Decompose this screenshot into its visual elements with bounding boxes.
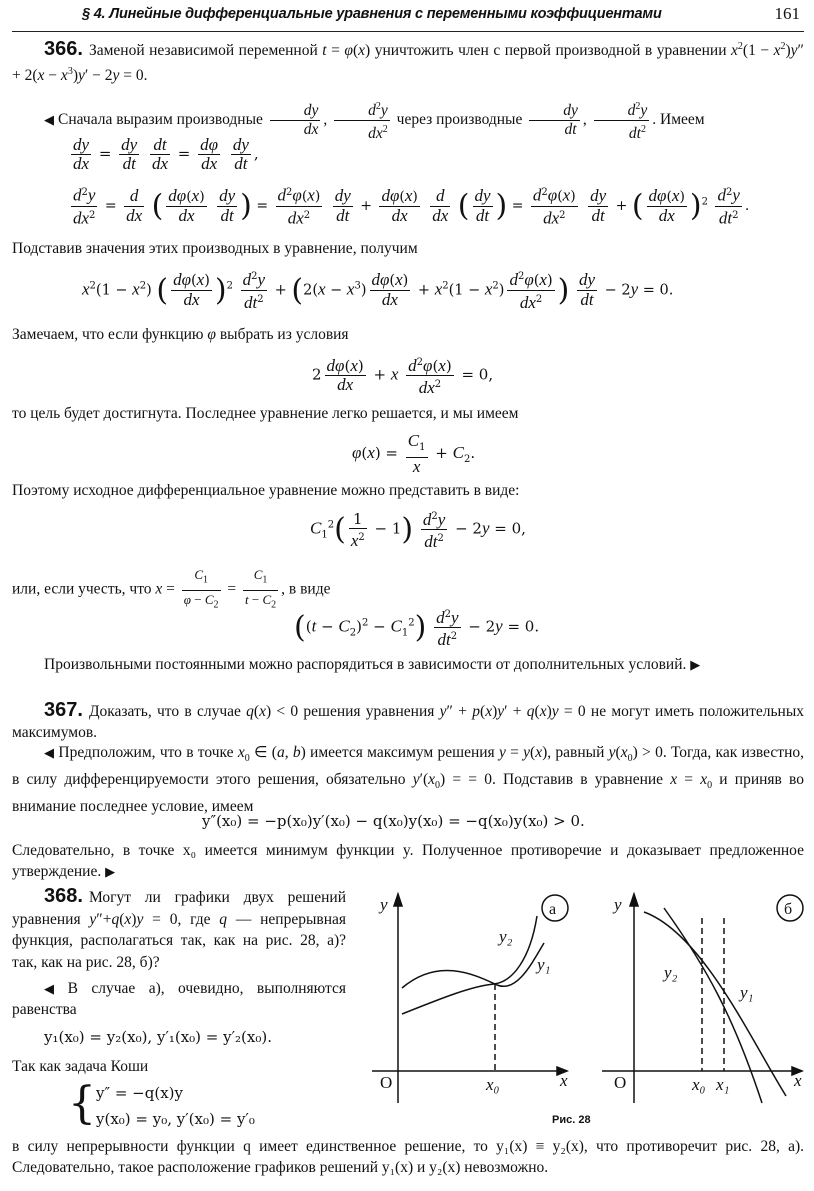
panel-b (602, 894, 803, 1103)
panel-b-x0: x₀ (692, 1075, 706, 1094)
panel-b-origin: O (614, 1073, 627, 1092)
solution-end-mark: ▶ (105, 864, 116, 879)
running-header (12, 4, 804, 28)
panel-a-origin: O (380, 1073, 393, 1092)
equation-transformed: $C_1^2$( $\frac{1}{x^2}$ − 1) $\frac{d^2y}{dt^2}$ − 2y = 0, (310, 509, 526, 551)
panel-b-y2: y₂ (664, 963, 678, 982)
solution-start-mark: ◀ (44, 745, 55, 760)
y-arrow (394, 894, 402, 906)
panel-a-y2: y₂ (499, 927, 513, 946)
sol-366-intro: ◀ Сначала выразим производные $\frac{dy}{dx}$ , $\frac{d^2y}{dx^2}$ через производные $\frac{dy}{dt}$ , $\frac{d^2y}{dt^2}$ . Имеем (44, 101, 705, 143)
problem-number: 366. (44, 38, 83, 61)
conclusion-367: Следовательно, в точке x₀ имеется минимум функции y. Полученное противоречие и доказывает предложенное утверждение. (12, 842, 804, 880)
equation-substituted: $x^2(1 - x^2)$ ( $\frac{d\varphi(x)}{dx}$ )$^2$ $\frac{d^2y}{dt^2}$ + ($2(x - x^3)$ $\frac{d\varphi(x)}{dx}$ + $x^2(1 - x^2)$ $\frac{d^2\varphi(x)}{dx^2}$ ) $\frac{dy}{dt}$ − 2y = 0. (82, 269, 674, 312)
equation-final-form: $((t - C_2)^2 - C_1^2)$ $\frac{d^2y}{dt^2}$ − 2y = 0. (294, 608, 540, 649)
problem-number: 367. (44, 699, 83, 721)
cauchy-line-1: y″ = −q(x)y (96, 1084, 183, 1102)
y-arrow (630, 894, 638, 906)
text-conclusion-367 (12, 840, 804, 882)
figure-caption: Рис. 28 (552, 1114, 591, 1126)
panel-b-label: б (784, 901, 793, 918)
text-note: Замечаем, что если функцию φ выбрать из условия (12, 326, 349, 343)
equation-condition: 2 $\frac{d\varphi(x)}{dx}$ + x $\frac{d^2\varphi(x)}{dx^2}$ = 0, (312, 356, 494, 397)
curve-y1 (644, 912, 786, 1096)
text-cauchy: Так как задача Коши (12, 1058, 149, 1075)
text-final-366 (12, 654, 804, 675)
text-or: или, если учесть, что x = $\frac{C_1}{\varphi - C_2}$ = $\frac{C_1}{t - C_2}$ , в виде (12, 566, 804, 614)
curve-y2 (664, 908, 762, 1103)
curve-y2 (402, 916, 537, 1014)
header-rule (12, 31, 804, 32)
section-title: § 4. Линейные дифференциальные уравнения с переменными коэффициентами (82, 6, 662, 22)
system-brace: { (68, 1078, 96, 1129)
sol-368 (12, 978, 346, 1020)
solution-start-mark: ◀ (44, 981, 64, 996)
equation-368: y₁(x₀) = y₂(x₀), y′₁(x₀) = y′₂(x₀). (44, 1028, 272, 1046)
equation-d2y-dx2: $\frac{d^2y}{dx^2}$ = $\frac{d}{dx}$ ( $\frac{d\varphi(x)}{dx}$ $\frac{dy}{dt}$ ) = $\frac{d^2\varphi(x)}{dx^2}$ $\frac{dy}{dt}$ + $\frac{d\varphi(x)}{dx}$ $\frac{d}{dx}$ ( $\frac{dy}{dt}$ ) = $\frac{d^2\varphi(x)}{dx^2}$ $\frac{dy}{dt}$ + ( $\frac{d\varphi(x)}{dx}$ )$^2$ $\frac{d^2y}{dt^2}$ . (73, 185, 750, 228)
panel-b-x1: x₁ (716, 1075, 730, 1094)
panel-b-y-label: y (614, 895, 622, 914)
sol-368-text: В случае а), очевидно, выполняются равенства (12, 980, 346, 1018)
problem-368-statement: 368. Могут ли графики двух решений уравнения y″+q(x)y = 0, где q — непрерывная функция, располагаться так, как на рис. 28, а)? так, как на рис. 28, б)? (12, 885, 346, 971)
panel-a-y1: y₁ (537, 955, 551, 974)
final-remark: Произвольными постоянными можно распорядиться в зависимости от дополнительных условий. (44, 656, 687, 673)
equation-dy-dx: $\frac{dy}{dx}$ = $\frac{dy}{dt}$ $\frac{dt}{dx}$ = $\frac{d\varphi}{dx}$ $\frac{dy}{dt}$ , (73, 135, 259, 173)
text-therefore: Поэтому исходное дифференциальное уравнение можно представить в виде: (12, 482, 520, 499)
solution-end-mark: ▶ (690, 657, 701, 672)
text-goal: то цель будет достигнута. Последнее уравнение легко решается, и мы имеем (12, 405, 519, 422)
problem-366-statement: 366. Заменой независимой переменной t = φ(x) уничтожить член с первой производной в уравнении $x^2(1 - x^2)y'' + 2(x - x^3)y' - 2y = 0$. (12, 38, 805, 85)
conclusion-368: в силу непрерывности функции q имеет единственное решение, то y₁(x) ≡ y₂(x), что противоречит рис. 28, а). Следовательно, такое расположение графиков решений y₁(x) и y₂(x) невозможно. (12, 1138, 804, 1176)
problem-367-statement: 367. Доказать, что в случае q(x) < 0 решения уравнения y″ + p(x)y′ + q(x)y = 0 не могут иметь положительных максимумов. (12, 699, 805, 741)
curve-y1 (402, 943, 544, 988)
panel-a-label: а (549, 901, 557, 918)
panel-a-x-label: x (560, 1071, 568, 1090)
panel-b-y1: y₁ (740, 983, 754, 1002)
page-number: 161 (774, 4, 800, 23)
equation-367: y″(x₀) = −p(x₀)y′(x₀) − q(x₀)y(x₀) = −q(x₀)y(x₀) > 0. (202, 812, 585, 830)
panel-a (372, 894, 568, 1103)
textbook-page (12, 0, 804, 1191)
panel-a-x0: x₀ (486, 1075, 500, 1094)
cauchy-line-2: y(x₀) = y₀, y′(x₀) = y′₀ (96, 1110, 255, 1128)
panel-a-y-label: y (380, 895, 388, 914)
text-substituted: Подставив значения этих производных в уравнение, получим (12, 240, 418, 257)
solution-start-mark: ◀ (44, 112, 54, 128)
problem-number: 368. (44, 885, 83, 907)
sol-367: ◀ Предположим, что в точке $x_0$ ∈ (a, b) имеется максимум решения y = y(x), равный $y(x_0) > 0$. Тогда, как известно, в силу дифференцируемости этого решения, обязательно $y'(x_0)$ = = 0. Подставив в уравнение $x = x_0$ и приняв во внимание последнее условие, имеем (12, 744, 804, 816)
panel-b-x-label: x (794, 1071, 802, 1090)
equation-phi: φ(x) = $\frac{C_1}{x}$ + $C_2$. (352, 431, 476, 476)
figure-28 (362, 888, 804, 1114)
